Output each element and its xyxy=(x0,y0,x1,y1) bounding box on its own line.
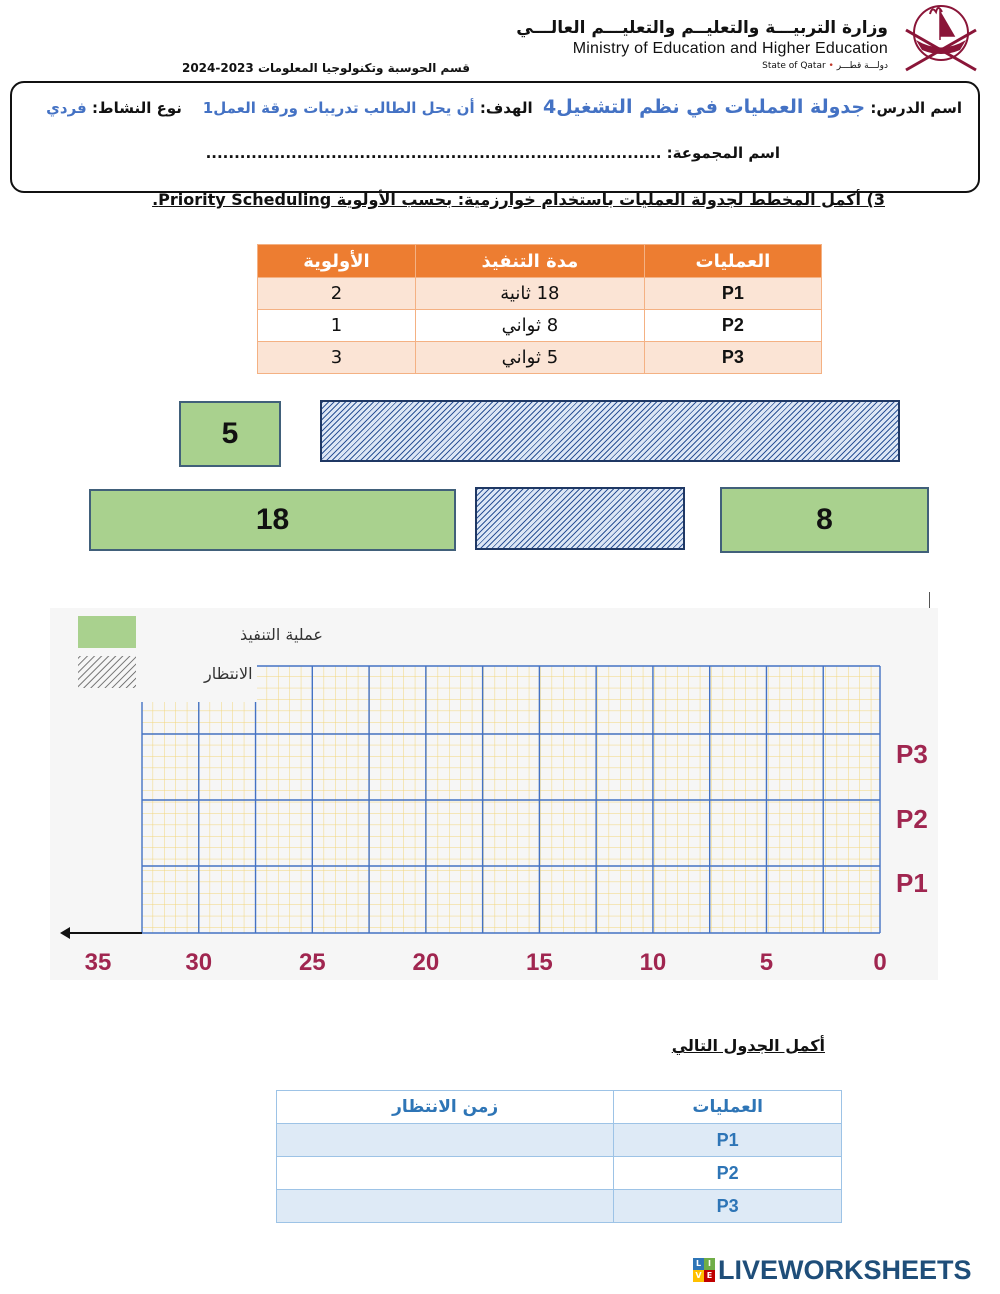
group-name-blank[interactable]: ................................................................................ xyxy=(205,144,662,162)
process-name: P2 xyxy=(644,310,821,342)
process-name: P3 xyxy=(644,342,821,374)
process-name: P2 xyxy=(614,1157,842,1190)
goal-label: الهدف: xyxy=(479,99,533,117)
axis-tick-label: 5 xyxy=(759,949,774,976)
question-number: 3) xyxy=(866,190,885,209)
process-name: P1 xyxy=(614,1124,842,1157)
activity-label: نوع النشاط: xyxy=(92,99,182,117)
state-name-english: State of Qatar xyxy=(762,61,826,71)
lesson-title: جدولة العمليات في نظم التشغيل4 xyxy=(543,96,866,118)
question-text: أكمل المخطط لجدولة العمليات باستخدام خوارزمية: بحسب الأولوية Priority Scheduling. xyxy=(152,190,861,209)
gantt-chart xyxy=(50,608,938,980)
process-duration: 5 ثواني xyxy=(415,342,644,374)
table-row xyxy=(258,310,822,342)
header-priority: الأولوية xyxy=(258,245,416,278)
state-of-qatar-line xyxy=(660,61,888,71)
goal-text: أن يحل الطالب تدريبات ورقة العمل1 xyxy=(202,99,475,117)
process-table xyxy=(257,244,822,374)
gantt-row-label: P1 xyxy=(896,868,928,898)
process-name: P3 xyxy=(614,1190,842,1223)
table-row xyxy=(277,1157,842,1190)
question-3 xyxy=(120,190,885,209)
grid-minor-upper xyxy=(257,666,880,702)
table-row xyxy=(258,342,822,374)
gantt-row-label: P3 xyxy=(896,739,928,769)
exec-block-8[interactable]: 8 xyxy=(720,487,929,553)
gantt-row-labels xyxy=(896,739,928,898)
axis-tick-label: 25 xyxy=(298,949,326,976)
brand-text: LIVEWORKSHEETS xyxy=(718,1254,972,1285)
process-duration: 18 ثانية xyxy=(415,278,644,310)
group-label: اسم المجموعة: xyxy=(666,144,780,162)
ministry-name-arabic: وزارة التربيـــة والتعليــم والتعليـــم العالـــي xyxy=(516,18,888,38)
axis-tick-label: 0 xyxy=(873,949,887,976)
process-priority: 3 xyxy=(258,342,416,374)
liveworksheets-brand[interactable] xyxy=(693,1255,988,1285)
department-year: قسم الحوسبة وتكنولوجيا المعلومات 2023-2024 xyxy=(181,61,471,75)
activity-type: فردي xyxy=(46,99,87,117)
axis-tick-label: 20 xyxy=(412,949,440,976)
gantt-row-label: P2 xyxy=(896,804,928,834)
legend-wait-swatch xyxy=(78,656,136,688)
text-cursor xyxy=(929,592,930,608)
axis-tick-label: 15 xyxy=(526,949,553,976)
lesson-info-line xyxy=(40,96,962,118)
qatar-emblem-icon xyxy=(896,0,986,74)
exec-block-5[interactable]: 5 xyxy=(179,401,281,467)
wait-block-long[interactable] xyxy=(320,400,900,462)
axis-tick-label: 10 xyxy=(639,949,667,976)
exec-block-18[interactable]: 18 xyxy=(89,489,456,551)
axis-tick-label: 35 xyxy=(84,949,112,976)
axis-tick-label: 30 xyxy=(185,949,213,976)
process-duration: 8 ثواني xyxy=(415,310,644,342)
waiting-time-input[interactable] xyxy=(277,1190,614,1223)
waiting-time-input[interactable] xyxy=(277,1124,614,1157)
process-name: P1 xyxy=(644,278,821,310)
header-processes: العمليات xyxy=(644,245,821,278)
legend-exec-swatch xyxy=(78,616,136,648)
process-table-header xyxy=(258,245,822,278)
lesson-label: اسم الدرس: xyxy=(870,99,962,117)
wait-block-short[interactable] xyxy=(475,487,685,550)
process-priority: 1 xyxy=(258,310,416,342)
gantt-grid xyxy=(142,666,880,933)
complete-table-title: أكمل الجدول التالي xyxy=(671,1036,825,1055)
table-row xyxy=(258,278,822,310)
ministry-name-english: Ministry of Education and Higher Education xyxy=(572,40,888,57)
header-waiting-time: زمن الانتظار xyxy=(277,1091,614,1124)
table-row xyxy=(277,1190,842,1223)
waiting-time-input[interactable] xyxy=(277,1157,614,1190)
state-name-arabic: دولـــة قطـــر xyxy=(836,61,888,71)
liveworksheets-logo-icon: L I V E xyxy=(693,1258,715,1282)
legend-exec-label: عملية التنفيذ xyxy=(240,625,323,644)
group-name-line xyxy=(200,144,780,162)
process-priority: 2 xyxy=(258,278,416,310)
legend-wait-label: الانتظار xyxy=(204,664,253,683)
grid-minor-lower xyxy=(142,702,880,933)
waiting-table-header xyxy=(277,1091,842,1124)
header-processes: العمليات xyxy=(614,1091,842,1124)
waiting-time-table xyxy=(276,1090,842,1223)
separator-dot: • xyxy=(828,61,834,71)
header-duration: مدة التنفيذ xyxy=(415,245,644,278)
table-row xyxy=(277,1124,842,1157)
